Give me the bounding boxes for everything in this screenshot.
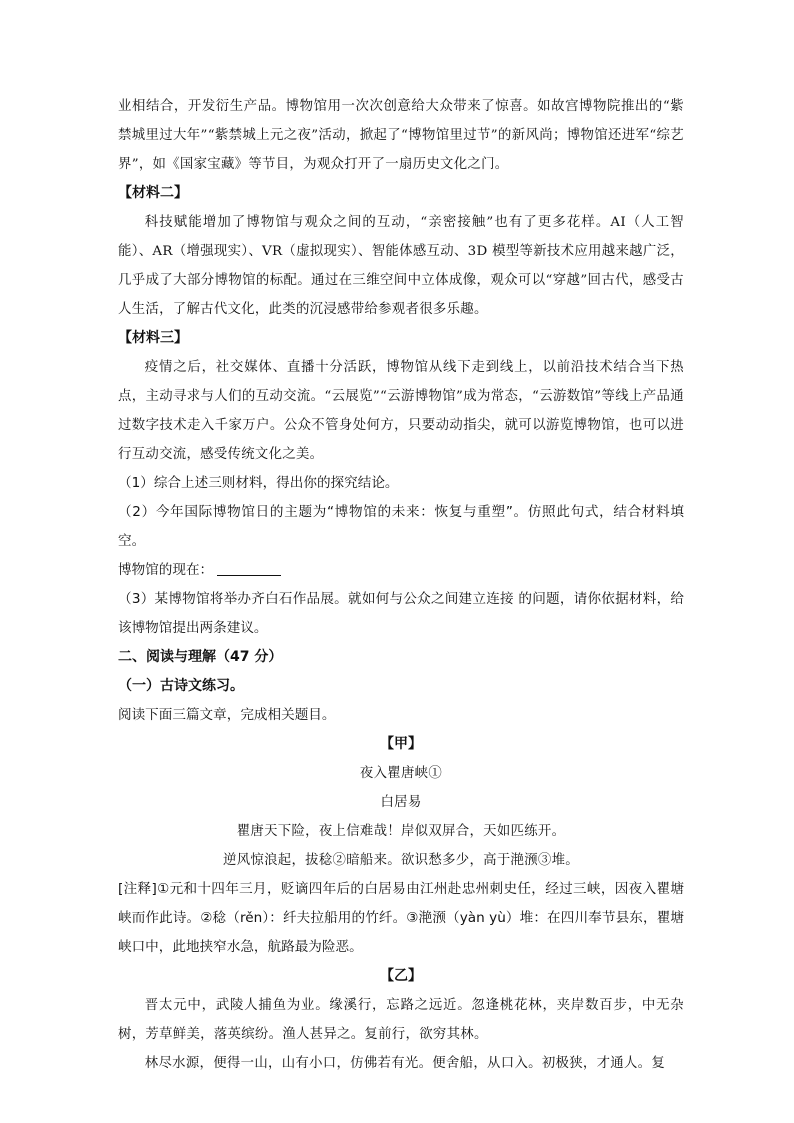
question-1: （1）综合上述三则材料，得出你的探究结论。 bbox=[118, 475, 399, 491]
poem-line-2: 逆风惊浪起，拔稔②暗船来。欲识愁多少，高于滟滪③堆。 bbox=[223, 853, 579, 868]
fill-label: 博物馆的现在： bbox=[118, 562, 214, 578]
poem-title: 夜入瞿唐峡① bbox=[359, 766, 443, 781]
poem-author: 白居易 bbox=[380, 795, 422, 810]
question-3: （3）某博物馆将举办齐白石作品展。就如何与公众之间建立连接 的问题，请你依据材料，给该博物馆提出两条建议。 bbox=[118, 591, 684, 636]
poem-line-1: 瞿唐天下险，夜上信难哉！岸似双屏合，天如匹练开。 bbox=[236, 824, 566, 839]
answer-blank bbox=[217, 561, 281, 576]
material2-text: 科技赋能增加了博物馆与观众之间的互动，“亲密接触”也有了更多花样。AI（人工智能）、AR（增强现实）、VR（虚拟现实）、智能体感互动、3D 模型等新技术应用越来越广泛，几乎成了大部分博物馆的标配。通过在三维空间中立体成像，观众可以“穿越”回古代，感受古人生活，了解古代文化，此类的沉浸感带给参观者很多乐趣。 bbox=[118, 215, 684, 317]
material3-heading: 【材料三】 bbox=[118, 330, 188, 346]
reading-instruction: 阅读下面三篇文章，完成相关题目。 bbox=[118, 707, 336, 723]
intro-paragraph: 业相结合，开发衍生产品。博物馆用一次次创意给大众带来了惊喜。如故宫博物院推出的“紫禁城里过大年”“紫禁城上元之夜”活动，掀起了“博物馆里过节”的新风尚；博物馆还进军“综艺界”，如《国家宝藏》等节目，为观众打开了一扇历史文化之门。 bbox=[118, 99, 684, 172]
material3-text: 疫情之后，社交媒体、直播十分活跃，博物馆从线下走到线上，以前沿技术结合当下热点，主动寻求与人们的互动交流。“云展览”“云游博物馆”成为常态，“云游数馆”等线上产品通过数字技术走入千家万户。公众不管身处何方，只要动动指尖，就可以游览博物馆，也可以进行互动交流，感受传统文化之美。 bbox=[118, 360, 684, 462]
prose-paragraph-1: 晋太元中，武陵人捕鱼为业。缘溪行，忘路之远近。忽逢桃花林，夹岸数百步，中无杂树，芳草鲜美，落英缤纷。渔人甚异之。复前行，欲穷其林。 bbox=[118, 998, 684, 1042]
poem-note: [注释]①元和十四年三月，贬谪四年后的白居易由江州赴忠州刺史任，经过三峡，因夜入瞿塘峡而作此诗。②稔（rěn）：纤夫拉船用的竹纤。③滟滪（yàn yù）堆：在四川奉节县东，瞿塘峡口中，此地挟窄水急，航路最为险恶。 bbox=[118, 881, 684, 955]
material2-heading: 【材料二】 bbox=[118, 185, 188, 201]
subsection-title: （一）古诗文练习。 bbox=[118, 678, 244, 694]
section-title: 二、阅读与理解（47 分） bbox=[118, 649, 283, 665]
poem-mark: 【甲】 bbox=[380, 736, 422, 752]
document-page bbox=[118, 92, 684, 1078]
prose-mark: 【乙】 bbox=[380, 968, 422, 984]
question-2: （2）今年国际博物馆日的主题为“博物馆的未来：恢复与重塑”。仿照此句式，结合材料填空。 bbox=[118, 504, 684, 549]
prose-paragraph-2: 林尽水源，便得一山，山有小口，仿佛若有光。便舍船，从口入。初极狭，才通人。复 bbox=[144, 1056, 666, 1071]
question-2-fill bbox=[118, 556, 684, 585]
